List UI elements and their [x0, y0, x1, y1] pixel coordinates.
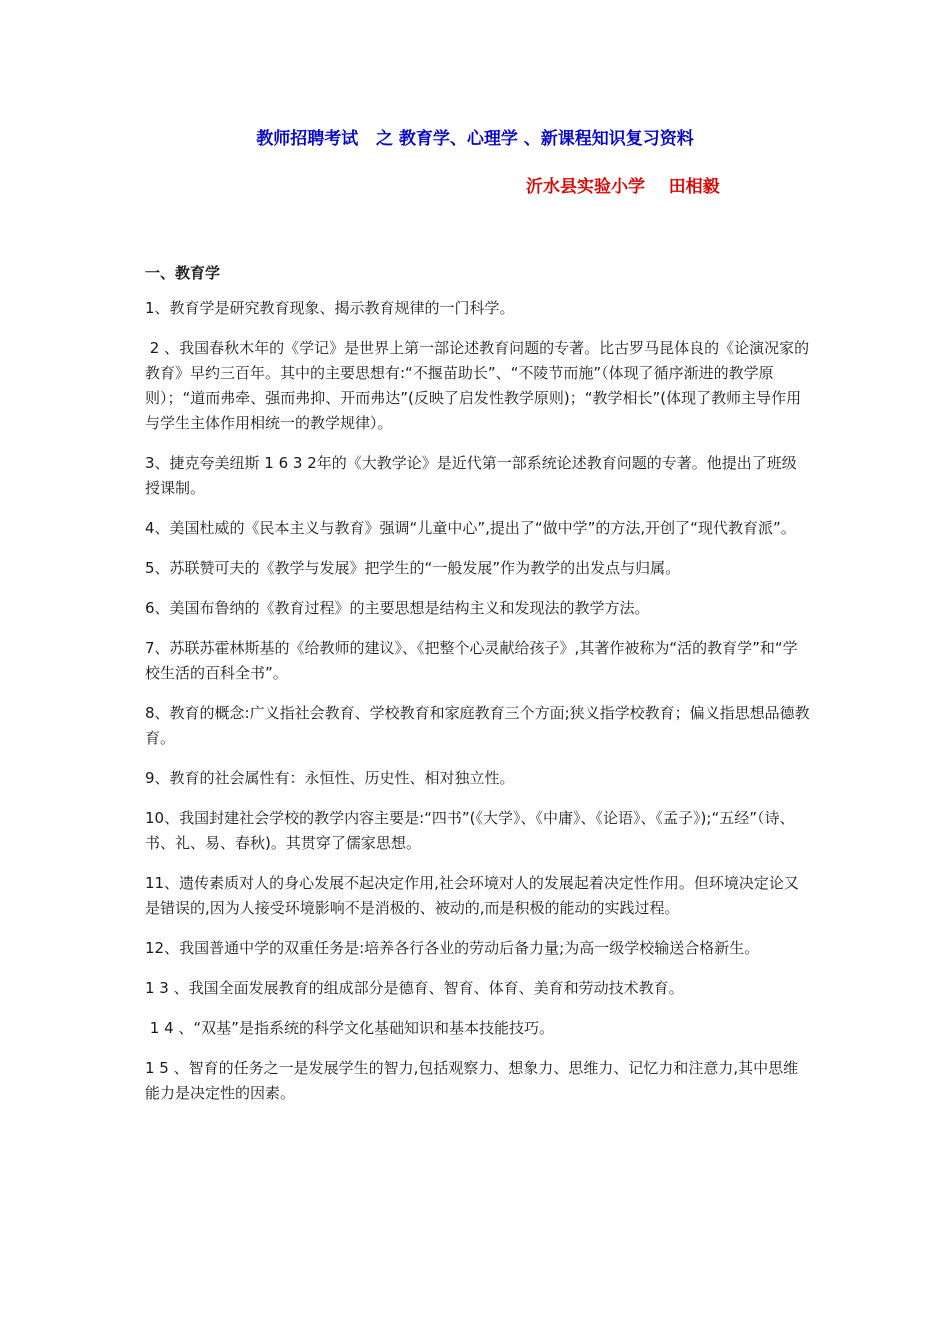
paragraph-5: 5、苏联赞可夫的《教学与发展》把学生的“一般发展”作为教学的出发点与归属。: [145, 559, 681, 577]
paragraph-6: 6、美国布鲁纳的《教育过程》的主要思想是结构主义和发现法的教学方法。: [145, 599, 650, 617]
paragraph-13: 1 3 、我国全面发展教育的组成部分是德育、智育、体育、美育和劳动技术教育。: [145, 979, 684, 997]
paragraph-15: 1 5 、智育的任务之一是发展学生的智力,包括观察力、想象力、思维力、记忆力和注意力,其中思维能力是决定性的因素。: [145, 1059, 799, 1102]
document-title: 教师招聘考试 之 教育学、心理学 、新课程知识复习资料: [256, 129, 694, 149]
paragraph-14: 1 4 、“双基”是指系统的科学文化基础知识和基本技能技巧。: [145, 1019, 554, 1037]
paragraph-3: 3、捷克夸美纽斯 1 6 3 2年的《大教学论》是近代第一部系统论述教育问题的专著。他提出了班级授课制。: [145, 454, 797, 497]
document-author: 沂水县实验小学 田相毅: [526, 177, 720, 197]
paragraph-1: 1、教育学是研究教育现象、揭示教育规律的一门科学。: [145, 299, 515, 317]
paragraph-12: 12、我国普通中学的双重任务是:培养各行各业的劳动后备力量;为高一级学校输送合格新生。: [145, 939, 760, 957]
paragraph-4: 4、美国杜威的《民本主义与教育》强调“儿童中心”,提出了“做中学”的方法,开创了“现代教育派”。: [145, 519, 796, 537]
paragraph-10: 10、我国封建社会学校的教学内容主要是:“四书”(《大学》、《中庸》、《论语》、《孟子》);“五经”（诗、书、礼、易、春秋)。其贯穿了儒家思想。: [145, 809, 795, 852]
paragraph-2: 2 、我国春秋木年的《学记》是世界上第一部论述教育问题的专著。比古罗马昆体良的《论演况家的教育》早约三百年。其中的主要思想有:“不揠苗助长”、“不陵节而施”（体现了循序渐进的教学原则）；“道而弗牵、强而弗抑、开而弗达”(反映了启发性教学原则)；“教学相长”(体现了教师主导作用与学生主体作用相统一的教学规律）。: [145, 339, 810, 432]
paragraph-9: 9、教育的社会属性有：永恒性、历史性、相对独立性。: [145, 769, 515, 787]
section-heading: 一、教育学: [145, 264, 221, 282]
paragraph-8: 8、教育的概念:广义指社会教育、学校教育和家庭教育三个方面;狭义指学校教育；偏义指思想品德教育。: [145, 704, 810, 747]
paragraph-7: 7、苏联苏霍林斯基的《给教师的建议》、《把整个心灵献给孩子》,其著作被称为“活的教育学”和“学校生活的百科全书”。: [145, 639, 798, 682]
paragraph-11: 11、遗传素质对人的身心发展不起决定作用,社会环境对人的发展起着决定性作用。但环境决定论又是错误的,因为人接受环境影响不是消极的、被动的,而是积极的能动的实践过程。: [145, 874, 799, 917]
document-body: [145, 296, 810, 1121]
